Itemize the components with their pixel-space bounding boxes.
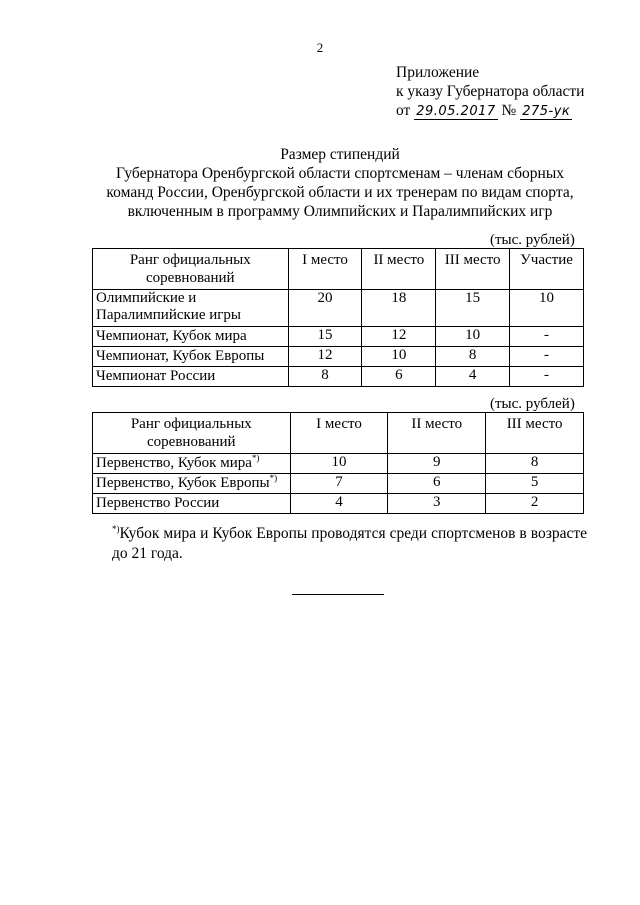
footnote-mark: *) [269, 473, 278, 483]
table1-unit: (тыс. рублей) [490, 232, 575, 248]
row-name-text: Первенство, Кубок Европы [96, 475, 270, 491]
row-name: Олимпийские и Паралимпийские игры [93, 290, 289, 327]
cell-participation: - [510, 367, 584, 387]
cell-place-3: 4 [436, 367, 510, 387]
row-name-text: Первенство России [96, 495, 220, 511]
title-line-4: включенным в программу Олимпийских и Паралимпийских игр [127, 203, 553, 220]
footnote-mark: *) [251, 453, 260, 463]
closing-divider [292, 594, 384, 595]
cell-place-1: 7 [290, 474, 388, 494]
header-place-1: I место [288, 249, 362, 290]
table-row [93, 494, 584, 514]
header-place-1: I место [290, 413, 388, 454]
table-row [93, 347, 584, 367]
document-title [60, 145, 620, 221]
header-participation: Участие [510, 249, 584, 290]
annex-block [396, 63, 584, 120]
cell-place-2: 10 [362, 347, 436, 367]
cell-place-3: 2 [486, 494, 584, 514]
table-row [93, 454, 584, 474]
row-name-text: Первенство, Кубок мира [96, 455, 252, 471]
cell-place-3: 8 [436, 347, 510, 367]
annex-date-line [396, 101, 584, 120]
cell-place-1: 10 [290, 454, 388, 474]
cell-place-1: 15 [288, 327, 362, 347]
cell-place-1: 4 [290, 494, 388, 514]
title-line-2: Губернатора Оренбургской области спортсменам – членам сборных [116, 165, 564, 182]
annex-line-1: Приложение [396, 64, 480, 81]
header-place-3: III место [436, 249, 510, 290]
footnote-mark: *) [112, 523, 120, 534]
cell-place-2: 9 [388, 454, 486, 474]
table-row [93, 367, 584, 387]
row-name [93, 474, 291, 494]
from-label: от [396, 102, 411, 119]
number-label: № [501, 102, 517, 119]
row-name: Чемпионат России [93, 367, 289, 387]
cell-participation: - [510, 327, 584, 347]
footnote [112, 524, 587, 564]
handwritten-number: 275-ук [522, 104, 571, 119]
header-place-2: II место [362, 249, 436, 290]
row-name: Чемпионат, Кубок Европы [93, 347, 289, 367]
row-name [93, 494, 291, 514]
cell-place-2: 6 [362, 367, 436, 387]
table-row [93, 290, 584, 327]
cell-participation: - [510, 347, 584, 367]
cell-place-1: 8 [288, 367, 362, 387]
header-rank: Ранг официальных соревнований [93, 413, 291, 454]
cell-place-1: 12 [288, 347, 362, 367]
header-rank: Ранг официальных соревнований [93, 249, 289, 290]
title-line-1: Размер стипендий [280, 146, 400, 163]
cell-place-3: 5 [486, 474, 584, 494]
cell-place-2: 18 [362, 290, 436, 327]
table-row [93, 474, 584, 494]
footnote-text: Кубок мира и Кубок Европы проводятся среди спортсменов в возрасте до 21 года. [112, 525, 587, 562]
stipend-table-2 [92, 412, 584, 514]
cell-place-1: 20 [288, 290, 362, 327]
cell-place-2: 6 [388, 474, 486, 494]
table2-unit: (тыс. рублей) [490, 396, 575, 412]
header-place-2: II место [388, 413, 486, 454]
annex-line-2: к указу Губернатора области [396, 83, 585, 100]
handwritten-date: 29.05.2017 [416, 104, 496, 119]
cell-place-2: 3 [388, 494, 486, 514]
cell-place-3: 8 [486, 454, 584, 474]
header-place-3: III место [486, 413, 584, 454]
table-row [93, 327, 584, 347]
row-name [93, 454, 291, 474]
cell-participation: 10 [510, 290, 584, 327]
cell-place-2: 12 [362, 327, 436, 347]
stipend-table-1 [92, 248, 584, 387]
page-number: 2 [316, 40, 324, 55]
row-name: Чемпионат, Кубок мира [93, 327, 289, 347]
cell-place-3: 15 [436, 290, 510, 327]
table-header-row [93, 249, 584, 290]
title-line-3: команд России, Оренбургской области и их тренерам по видам спорта, [106, 184, 574, 201]
table-header-row [93, 413, 584, 454]
cell-place-3: 10 [436, 327, 510, 347]
